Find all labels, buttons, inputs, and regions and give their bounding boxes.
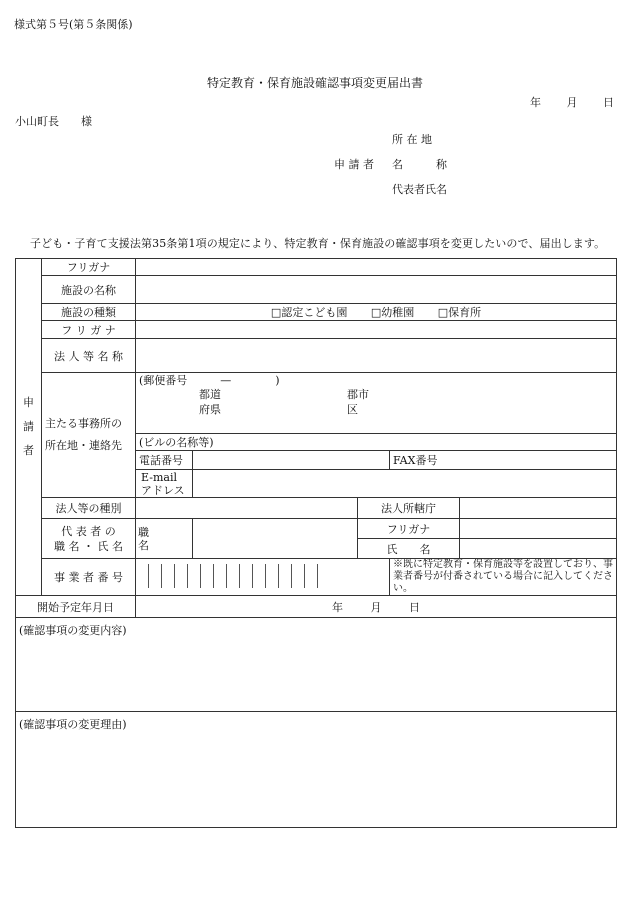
representative-label: 代 表 者 の 職 名 ・ 氏 名	[42, 519, 136, 559]
start-date-input[interactable]: 年 月 日	[136, 596, 617, 618]
rep-title-input[interactable]	[193, 519, 358, 559]
facility-name-input[interactable]	[136, 276, 617, 304]
start-date-label: 開始予定年月日	[16, 596, 136, 618]
corp-furigana-input[interactable]	[136, 321, 617, 339]
checkbox-hoikusho[interactable]: □保育所	[437, 306, 482, 319]
corp-type-input[interactable]	[136, 498, 358, 519]
form-number: 様式第５号(第５条関係)	[14, 18, 133, 31]
applicant-side-label: 申 請 者	[16, 259, 42, 596]
business-number-note: ※既に特定教育・保育施設等を設置しており、事業者番号が付番されている場合に記入してください。	[390, 559, 617, 596]
applicant-location-label: 所 在 地	[392, 133, 432, 146]
postal-code-line: (郵便番号 — )	[139, 374, 280, 387]
phone-label: 電話番号	[136, 451, 193, 470]
intro-text: 子ども・子育て支援法第35条第1項の規定により、特定教育・保育施設の確認事項を変更したいので、届出します。	[30, 237, 606, 250]
fax-label: FAX番号	[390, 451, 617, 470]
corp-office-input[interactable]	[460, 498, 617, 519]
corp-type-label: 法人等の種別	[42, 498, 136, 519]
corp-furigana-label: フ リ ガ ナ	[42, 321, 136, 339]
date-year: 年	[530, 96, 541, 109]
rep-furigana-label: フリガナ	[358, 519, 460, 539]
applicant-rep-label: 代表者氏名	[392, 183, 447, 196]
date-day: 日	[603, 96, 614, 109]
facility-name-label: 施設の名称	[42, 276, 136, 304]
corp-name-input[interactable]	[136, 339, 617, 373]
rep-name-label: 氏 名	[358, 539, 460, 559]
office-address-input[interactable]	[136, 373, 617, 434]
submission-date	[530, 94, 614, 110]
addressee-name: 小山町長	[15, 115, 59, 128]
checkbox-nintei-kodomoen[interactable]: □認定こども園	[270, 306, 348, 319]
prefecture-bottom: 府県	[199, 403, 221, 416]
corp-office-label: 法人所轄庁	[358, 498, 460, 519]
document-title: 特定教育・保育施設確認事項変更届出書	[206, 76, 423, 90]
rep-name-input[interactable]	[460, 539, 617, 559]
addressee	[15, 113, 92, 129]
facility-type-options	[136, 304, 617, 321]
facility-furigana-label: フリガナ	[42, 259, 136, 276]
applicant-name-label: 名 称	[392, 158, 447, 171]
rep-title-cell[interactable]	[136, 519, 193, 559]
corp-name-label: 法 人 等 名 称	[42, 339, 136, 373]
date-month: 月	[566, 96, 578, 109]
rep-title-label: 職 名	[138, 525, 149, 552]
rep-furigana-input[interactable]	[460, 519, 617, 539]
business-number-input[interactable]	[136, 559, 390, 596]
checkbox-yochien[interactable]: □幼稚園	[370, 306, 415, 319]
city-top: 郡市	[347, 388, 369, 401]
prefecture-top: 都道	[199, 388, 221, 401]
office-address-label: 主たる事務所の所在地・連絡先	[42, 373, 136, 498]
facility-type-label: 施設の種類	[42, 304, 136, 321]
phone-input[interactable]	[193, 451, 390, 470]
change-content-field[interactable]: (確認事項の変更内容)	[16, 618, 617, 712]
addressee-suffix: 様	[81, 115, 92, 128]
application-form-table	[15, 258, 617, 828]
email-label: E-mail アドレス	[136, 470, 193, 498]
building-name-field[interactable]: (ビルの名称等)	[136, 434, 617, 451]
change-reason-field[interactable]: (確認事項の変更理由)	[16, 712, 617, 828]
applicant-label: 申 請 者	[334, 158, 374, 171]
city-bottom: 区	[347, 403, 358, 416]
email-input[interactable]	[193, 470, 617, 498]
facility-furigana-input[interactable]	[136, 259, 617, 276]
business-number-label: 事 業 者 番 号	[42, 559, 136, 596]
